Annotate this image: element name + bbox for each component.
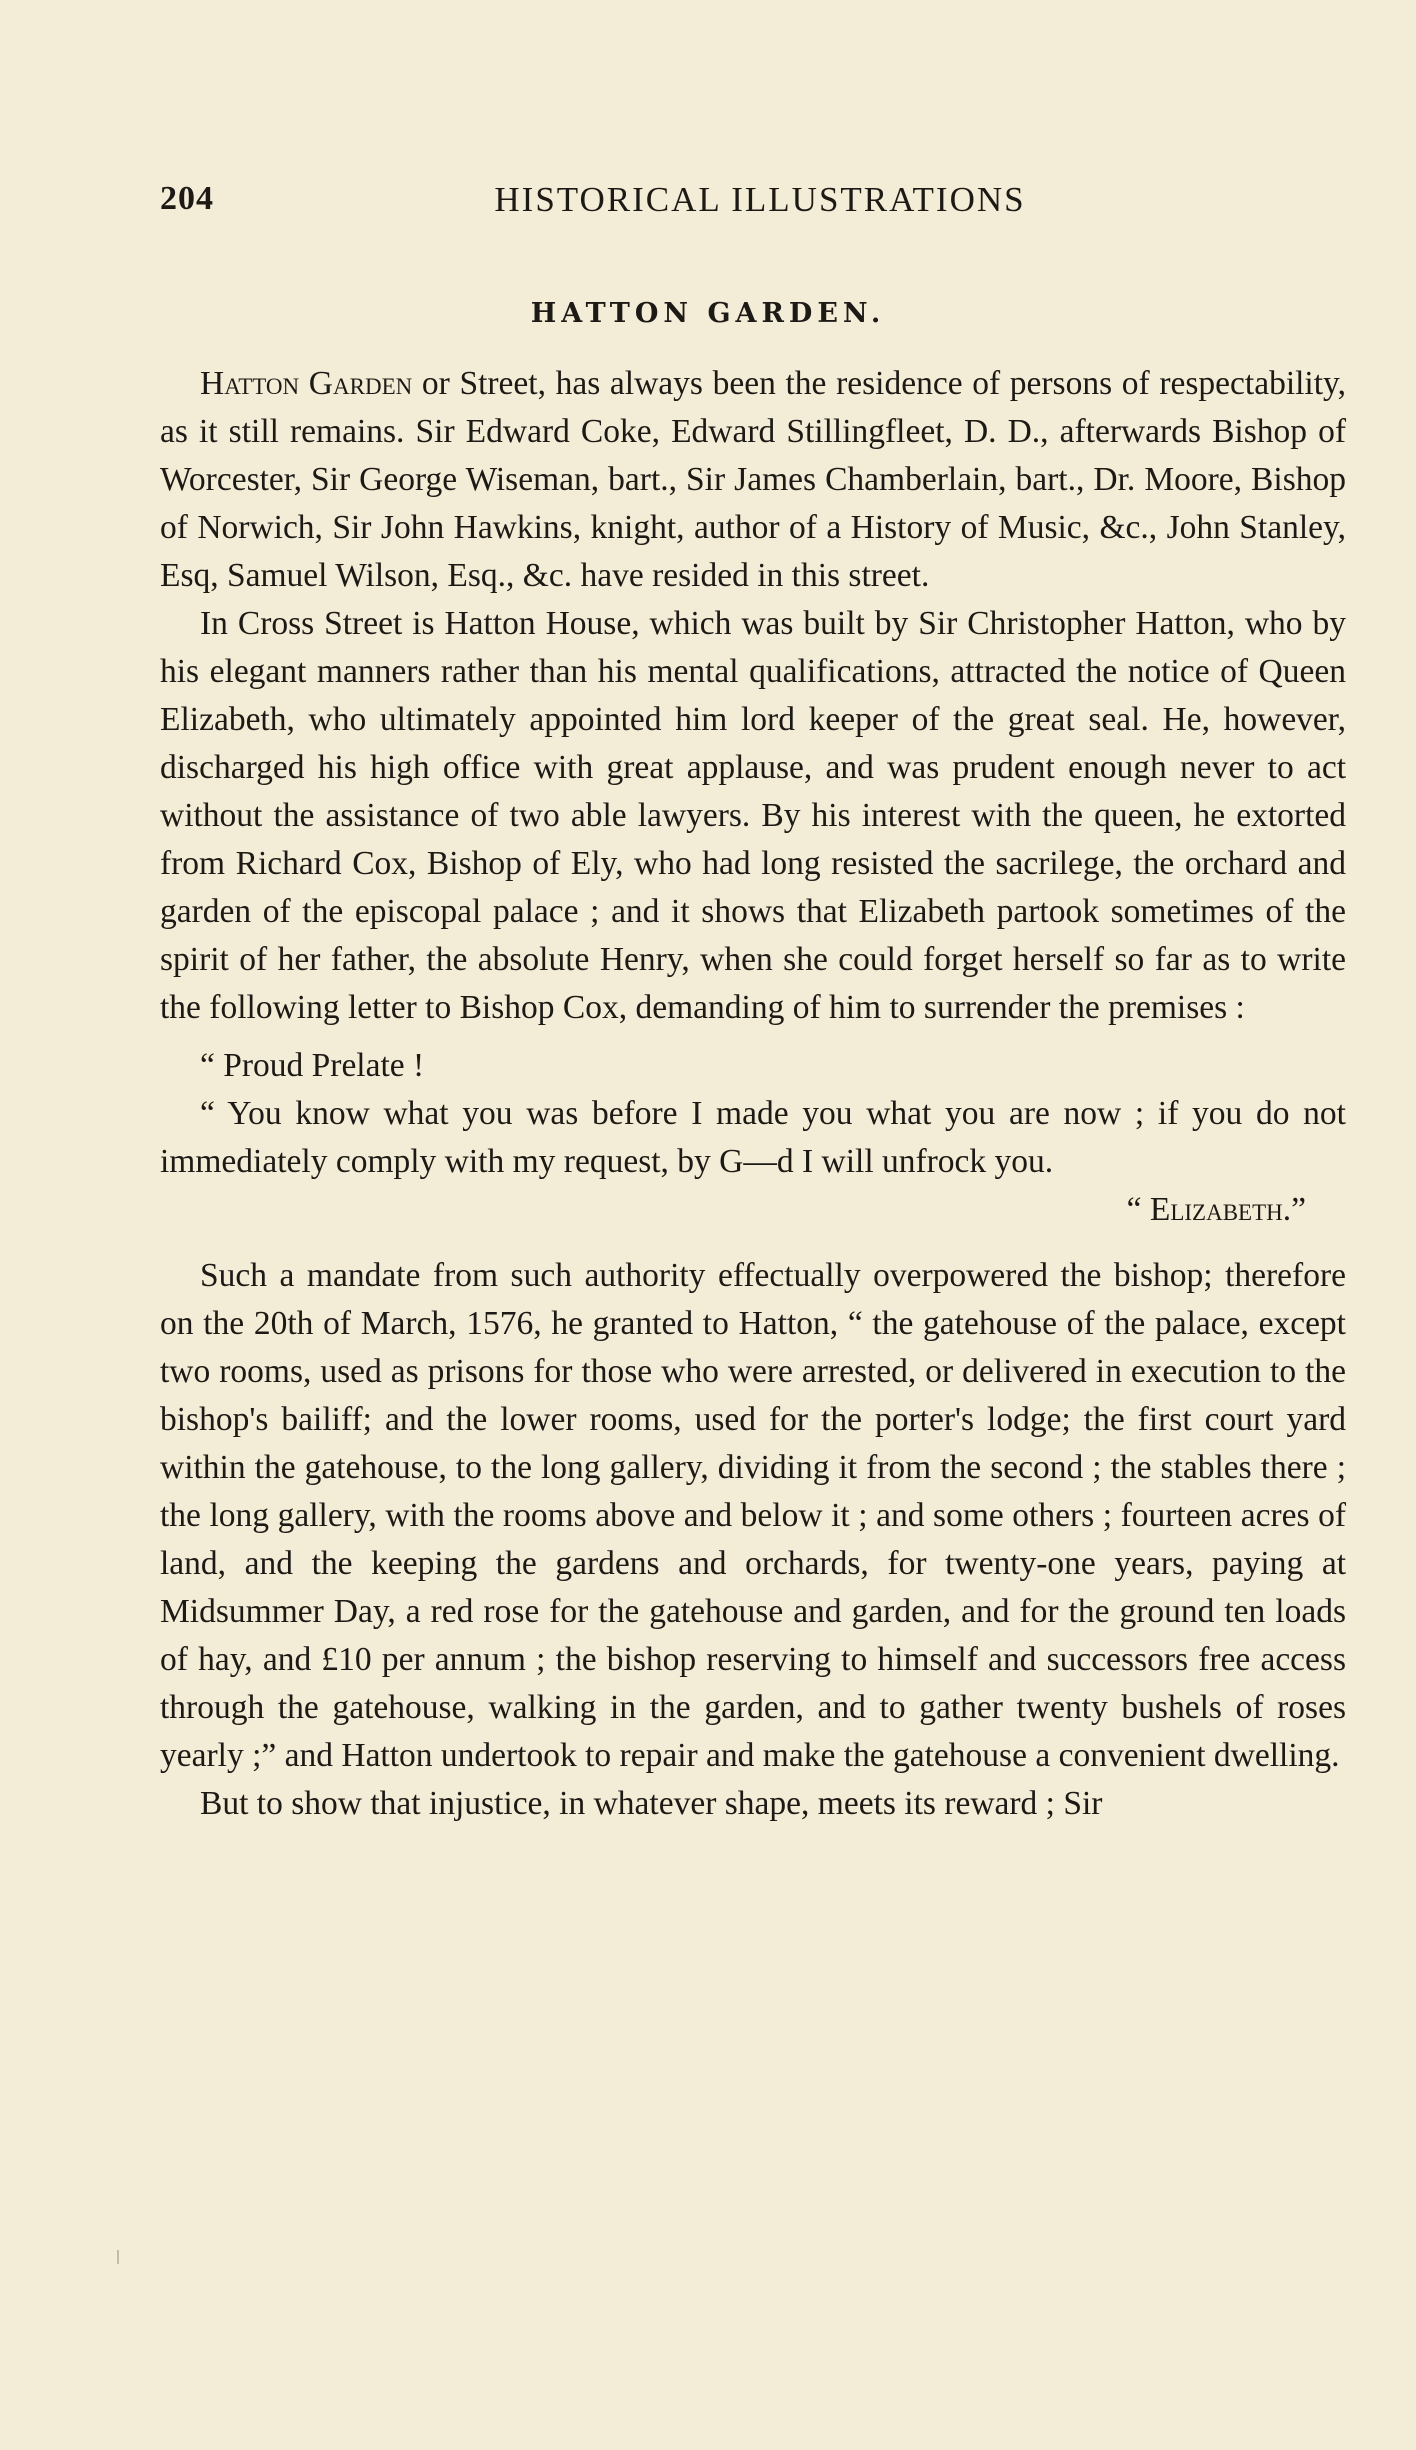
page-header [160, 180, 1360, 230]
paragraph-1 [160, 360, 1346, 600]
quoted-letter [160, 1042, 1346, 1234]
letter-signature: “ Elizabeth.” [1126, 1191, 1306, 1228]
letter-salutation: “ Proud Prelate ! [200, 1047, 425, 1084]
page-number: 204 [160, 180, 214, 217]
body-text [160, 360, 1346, 1828]
paragraph-1-lead: Hatton Garden [200, 365, 413, 402]
letter-body: “ You know what you was before I made you what you are now ; if you do not immediately comply with my request, by G—d I will unfrock you. [160, 1095, 1346, 1180]
paragraph-3: Such a mandate from such authority effectually overpowered the bishop; therefore on the 20th of March, 1576, he granted to Hatton, “ the gatehouse of the palace, except two rooms, used as prisons for those who were arrested, or delivered in execution to the bishop's bailiff; and the lower rooms, used for the porter's lodge; the first court yard within the gatehouse, to the long gallery, dividing it from the second ; the stables there ; the long gallery, with the rooms above and below it ; and some others ; fourteen acres of land, and the keeping the gardens and orchards, for twenty-one years, paying at Midsummer Day, a red rose for the gatehouse and garden, and for the ground ten loads of hay, and £10 per annum ; the bishop reserving to himself and successors free access through the gatehouse, walking in the garden, and to gather twenty bushels of roses yearly ;” and Hatton undertook to repair and make the gatehouse a convenient dwelling. [160, 1257, 1346, 1774]
running-title: HISTORICAL ILLUSTRATIONS [494, 180, 1026, 219]
paragraph-2: In Cross Street is Hatton House, which was built by Sir Christopher Hatton, who by his elegant manners rather than his mental qualifications, attracted the notice of Queen Elizabeth, who ultimately appointed him lord keeper of the great seal. He, however, discharged his high office with great applause, and was prudent enough never to act without the assistance of two able lawyers. By his interest with the queen, he extorted from Richard Cox, Bishop of Ely, who had long resisted the sacrilege, the orchard and garden of the episcopal palace ; and it shows that Elizabeth partook sometimes of the spirit of her father, the absolute Henry, when she could forget herself so far as to write the following letter to Bishop Cox, demanding of him to surrender the premises : [160, 605, 1346, 1026]
paragraph-4: But to show that injustice, in whatever shape, meets its reward ; Sir [200, 1785, 1103, 1822]
section-heading: HATTON GARDEN. [530, 298, 886, 329]
paper-blemish [117, 2250, 119, 2264]
paragraph-1-text: or Street, has always been the residence of persons of respectability, as it still remains. Sir Edward Coke, Edward Stillingfleet, D. D., afterwards Bishop of Worcester, Sir George Wiseman, bart., Sir James Chamberlain, bart., Dr. Moore, Bishop of Norwich, Sir John Hawkins, knight, author of a History of Music, &c., John Stanley, Esq, Samuel Wilson, Esq., &c. have resided in this street. [160, 365, 1346, 594]
